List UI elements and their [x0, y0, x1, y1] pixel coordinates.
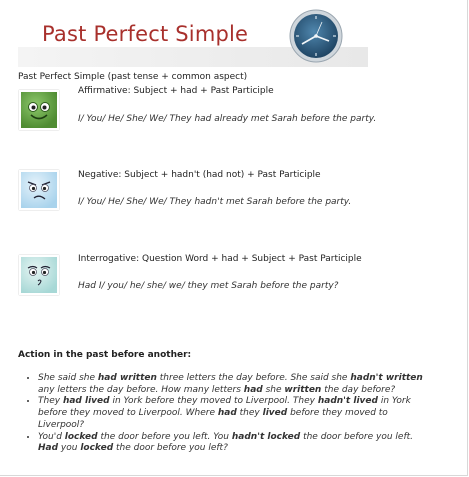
bullet-text: the door before you left. You: [97, 431, 232, 442]
bold-verb: had: [217, 408, 237, 419]
affirmative-example: I/ You/ He/ She/ We/ They had already met Sarah before the party.: [78, 114, 377, 124]
bullet-text: they: [236, 408, 263, 419]
bullet-text: in York before they moved to Liverpool. They: [109, 396, 318, 407]
affirmative-rule: Affirmative: Subject + had + Past Participle: [78, 86, 274, 96]
bold-verb: hadn't lived: [317, 396, 378, 407]
negative-rule: Negative: Subject + hadn't (had not) + Past Participle: [78, 170, 321, 180]
bullet-text: the door before you left.: [300, 431, 413, 442]
bold-verb: had lived: [62, 396, 110, 407]
interrogative-example: Had I/ you/ he/ she/ we/ they met Sarah before the party?: [78, 281, 339, 291]
confused-face-icon: [19, 255, 59, 295]
bullet-text: You'd: [38, 431, 65, 442]
bold-verb: locked: [80, 443, 114, 454]
page-title: Past Perfect Simple: [42, 22, 249, 46]
bullet-text: three letters the day before. She said she: [156, 373, 351, 383]
list-item: [38, 432, 428, 455]
example-bullets: [18, 373, 428, 455]
bullet-text: She said she: [38, 373, 98, 383]
clock-icon: [288, 8, 344, 64]
bullet-text: you: [58, 443, 81, 454]
action-heading: Action in the past before another:: [18, 350, 192, 360]
bold-verb: lived: [262, 408, 288, 419]
list-item: [38, 396, 428, 431]
bold-verb: hadn't written: [350, 373, 423, 383]
happy-face-icon: [19, 90, 59, 130]
bullet-text: before they moved to Liverpool?: [38, 408, 388, 430]
bullet-text: They: [38, 396, 63, 407]
bold-verb: locked: [64, 431, 98, 442]
subtitle: Past Perfect Simple (past tense + common aspect): [18, 72, 248, 82]
list-item: [38, 373, 428, 396]
bold-verb: hadn't locked: [231, 431, 301, 442]
bold-verb: written: [284, 384, 322, 395]
bullet-text: the day before?: [321, 384, 396, 395]
bold-verb: had written: [97, 373, 157, 383]
bullet-text: any letters the day before. How many letters: [38, 384, 244, 395]
bold-verb: had: [243, 384, 263, 395]
bold-verb: Had: [38, 443, 59, 454]
angry-face-icon: [19, 170, 59, 210]
bullet-text: the door before you left?: [113, 443, 228, 454]
negative-example: I/ You/ He/ She/ We/ They hadn't met Sarah before the party.: [78, 197, 352, 207]
bullet-text: she: [262, 384, 285, 395]
interrogative-rule: Interrogative: Question Word + had + Subject + Past Participle: [78, 254, 362, 264]
bullet-text: in York before they moved to Liverpool. Where: [38, 396, 411, 419]
